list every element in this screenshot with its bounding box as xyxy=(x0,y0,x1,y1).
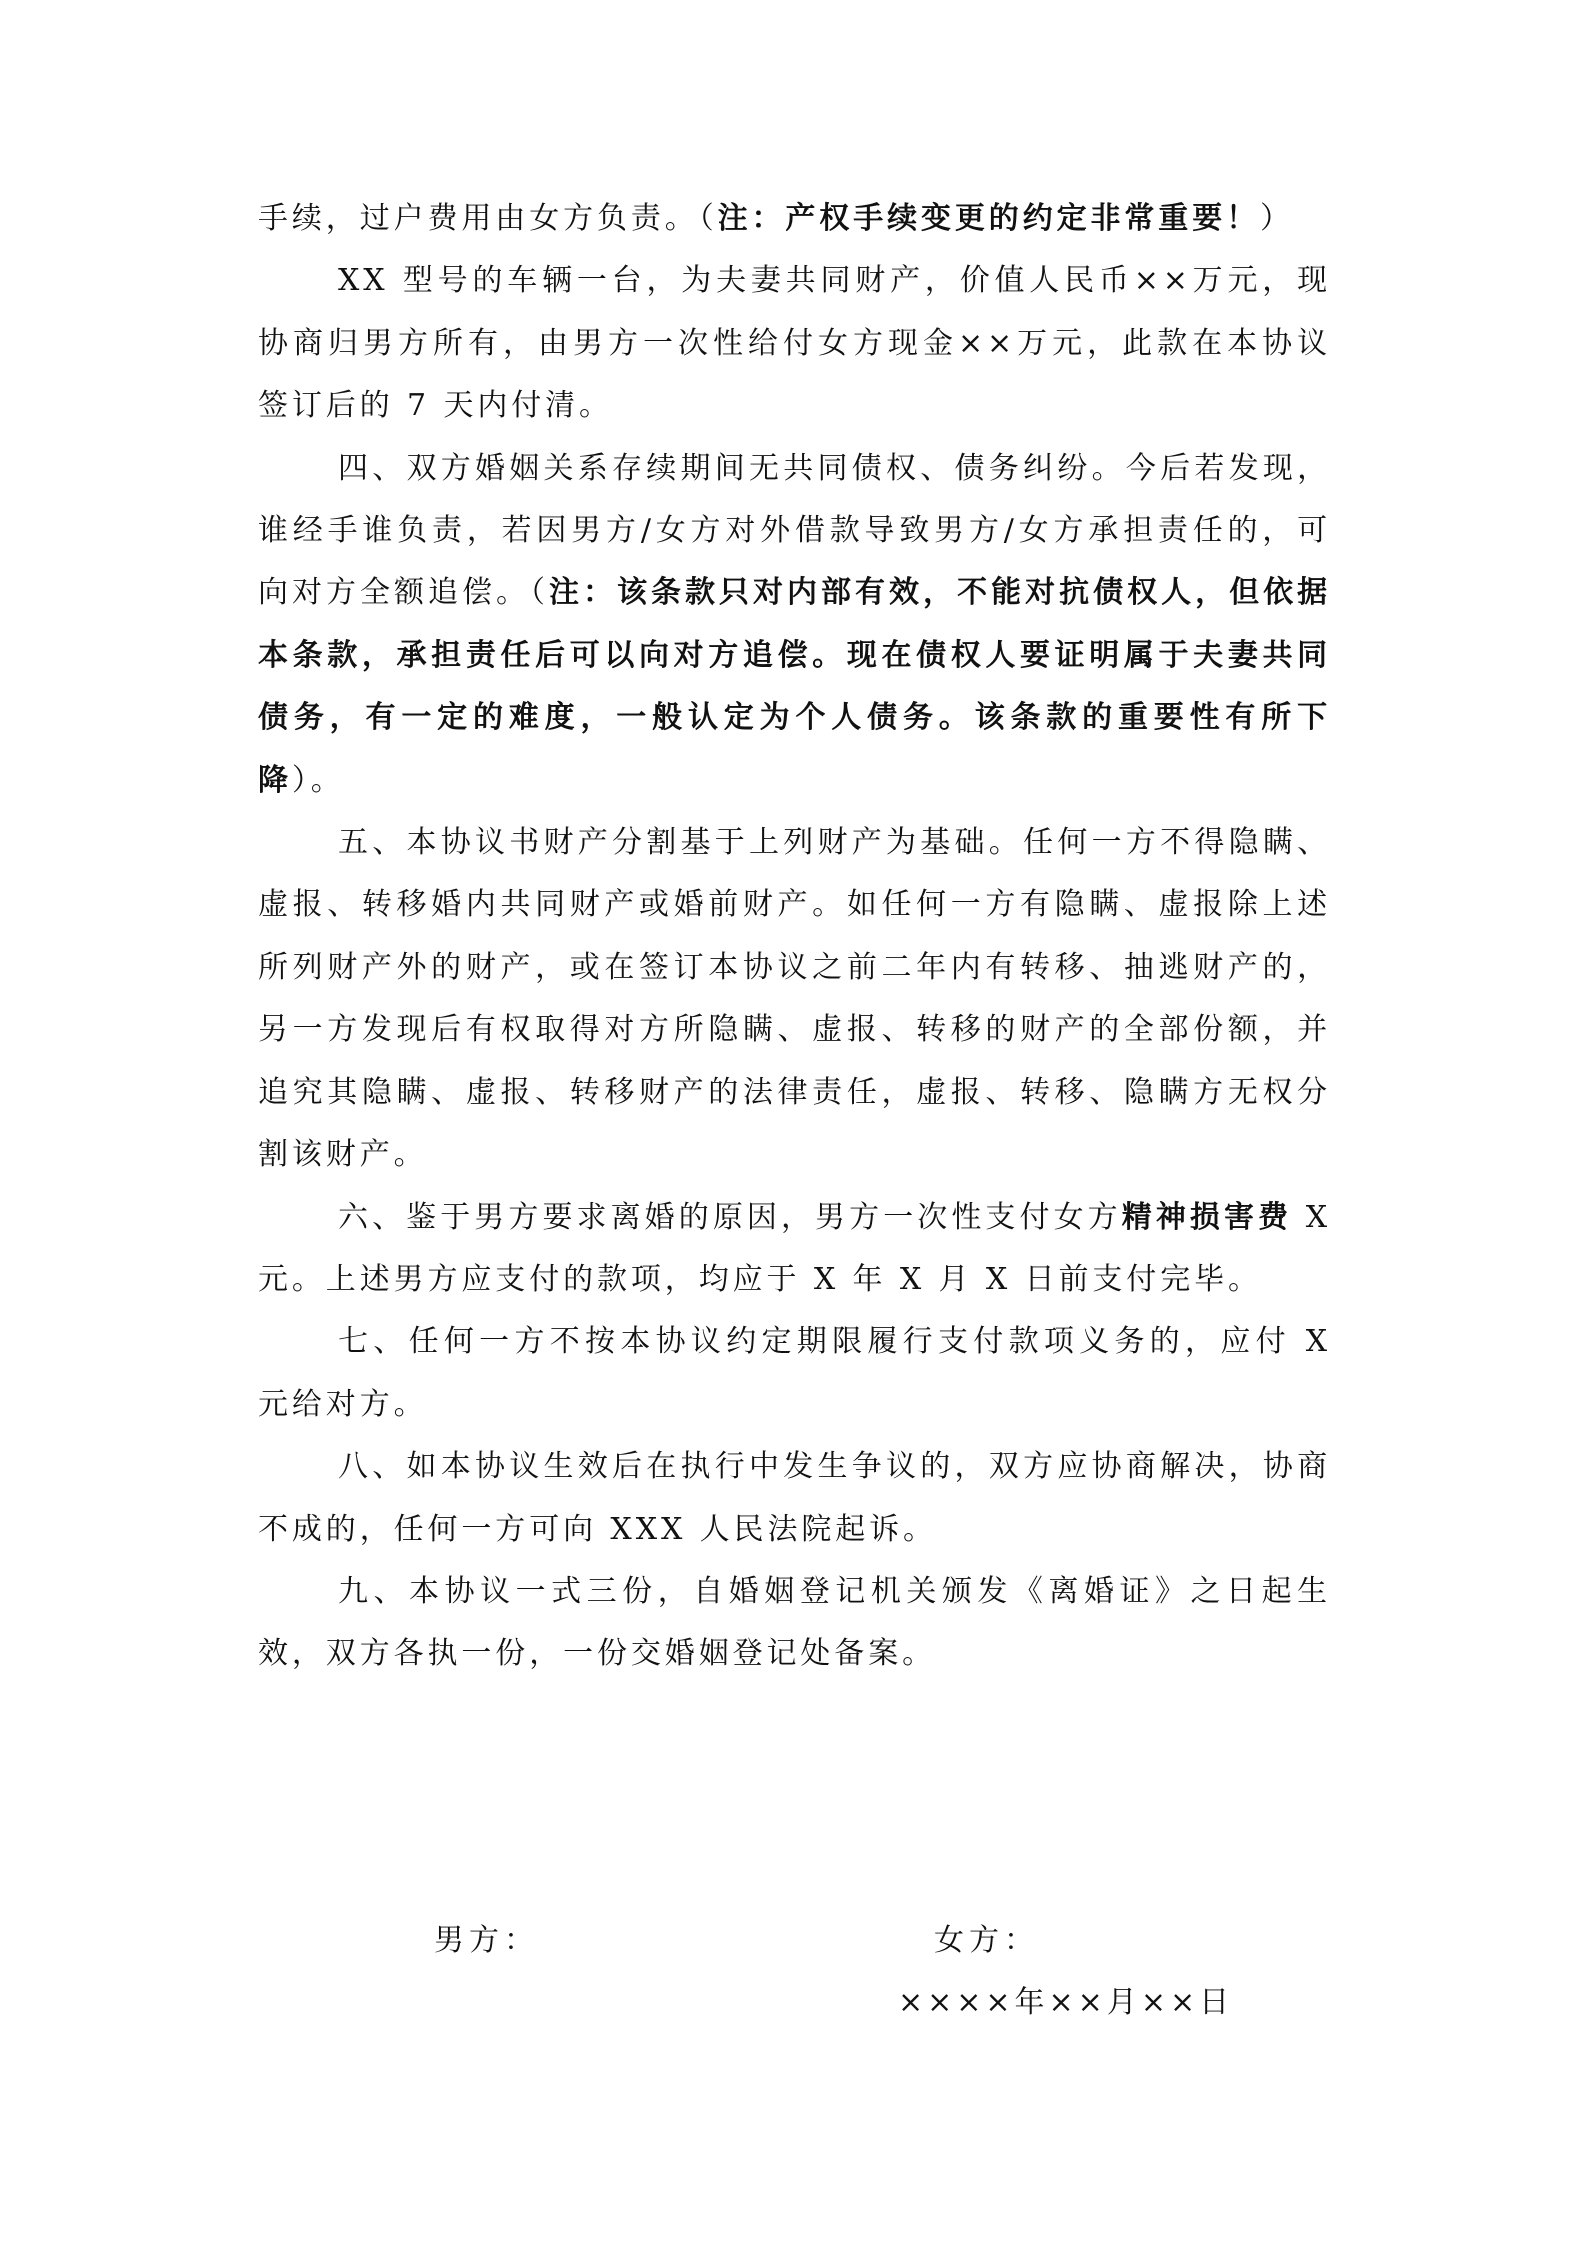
paragraph-vehicle xyxy=(258,250,1331,437)
paragraph-text: XX 型号的车辆一台，为夫妻共同财产，价值人民币××万元，现协商归男方所有，由男方一次性给付女方现金××万元，此款在本协议签订后的 7 天内付清。 xyxy=(258,263,1331,424)
signature-block xyxy=(0,1915,1587,2075)
bold-note-text: 注：产权手续变更的约定非常重要！ xyxy=(717,201,1261,236)
paragraph-text: X 元。上述男方应支付的款项，均应于 X 年 X 月 X 日前支付完毕。 xyxy=(258,1199,1332,1297)
paragraph-text: 八、如本协议生效后在执行中发生争议的，双方应协商解决，协商不成的，任何一方可向 XXX 人民法院起诉。 xyxy=(258,1449,1331,1547)
paragraph-clause-4 xyxy=(258,438,1331,812)
paragraph-clause-9 xyxy=(258,1561,1331,1686)
paragraph-text: ）。 xyxy=(291,762,345,798)
paragraph-text: 手续，过户费用由女方负责。（ xyxy=(258,201,718,236)
paragraph-clause-6 xyxy=(258,1187,1331,1312)
paragraph-text: 九、本协议一式三份，自婚姻登记机关颁发《离婚证》之日起生效，双方各执一份，一份交婚姻登记处备案。 xyxy=(258,1573,1331,1672)
paragraph-clause-7 xyxy=(258,1311,1331,1436)
paragraph-text: ） xyxy=(1260,201,1294,236)
female-signature-label: 女方： xyxy=(934,1923,1039,1958)
paragraph-text: 四、双方婚姻关系存续期间无共同债权、债务纠纷。今后若发现，谁经手谁负责，若因男方/女方对外借款导致男方/女方承担责任的，可向对方全额追偿。（ xyxy=(258,450,1331,611)
bold-note-text: 精神损害费 xyxy=(1121,1199,1293,1235)
male-signature-label: 男方： xyxy=(434,1923,539,1958)
paragraph-transfer-fee xyxy=(258,188,1331,250)
paragraph-text: 六、鉴于男方要求离婚的原因，男方一次性支付女方 xyxy=(338,1199,1122,1235)
paragraph-text: 七、任何一方不按本协议约定期限履行支付款项义务的，应付 X 元给对方。 xyxy=(258,1324,1331,1422)
paragraph-clause-5 xyxy=(258,812,1331,1186)
bold-note-text: 注：该条款只对内部有效，不能对抗债权人，但依据本条款，承担责任后可以向对方追偿。现在债权人要证明属于夫妻共同债务，有一定的难度，一般认定为个人债务。该条款的重要性有所下降 xyxy=(258,575,1331,798)
signature-date: ××××年××月××日 xyxy=(898,1985,1234,2020)
document-body xyxy=(258,188,1331,1686)
paragraph-clause-8 xyxy=(258,1436,1331,1561)
paragraph-text: 五、本协议书财产分割基于上列财产为基础。任何一方不得隐瞒、虚报、转移婚内共同财产或婚前财产。如任何一方有隐瞒、虚报除上述所列财产外的财产，或在签订本协议之前二年内有转移、抽逃财产的，另一方发现后有权取得对方所隐瞒、虚报、转移的财产的全部份额，并追究其隐瞒、虚报、转移财产的法律责任，虚报、转移、隐瞒方无权分割该财产。 xyxy=(258,825,1331,1173)
